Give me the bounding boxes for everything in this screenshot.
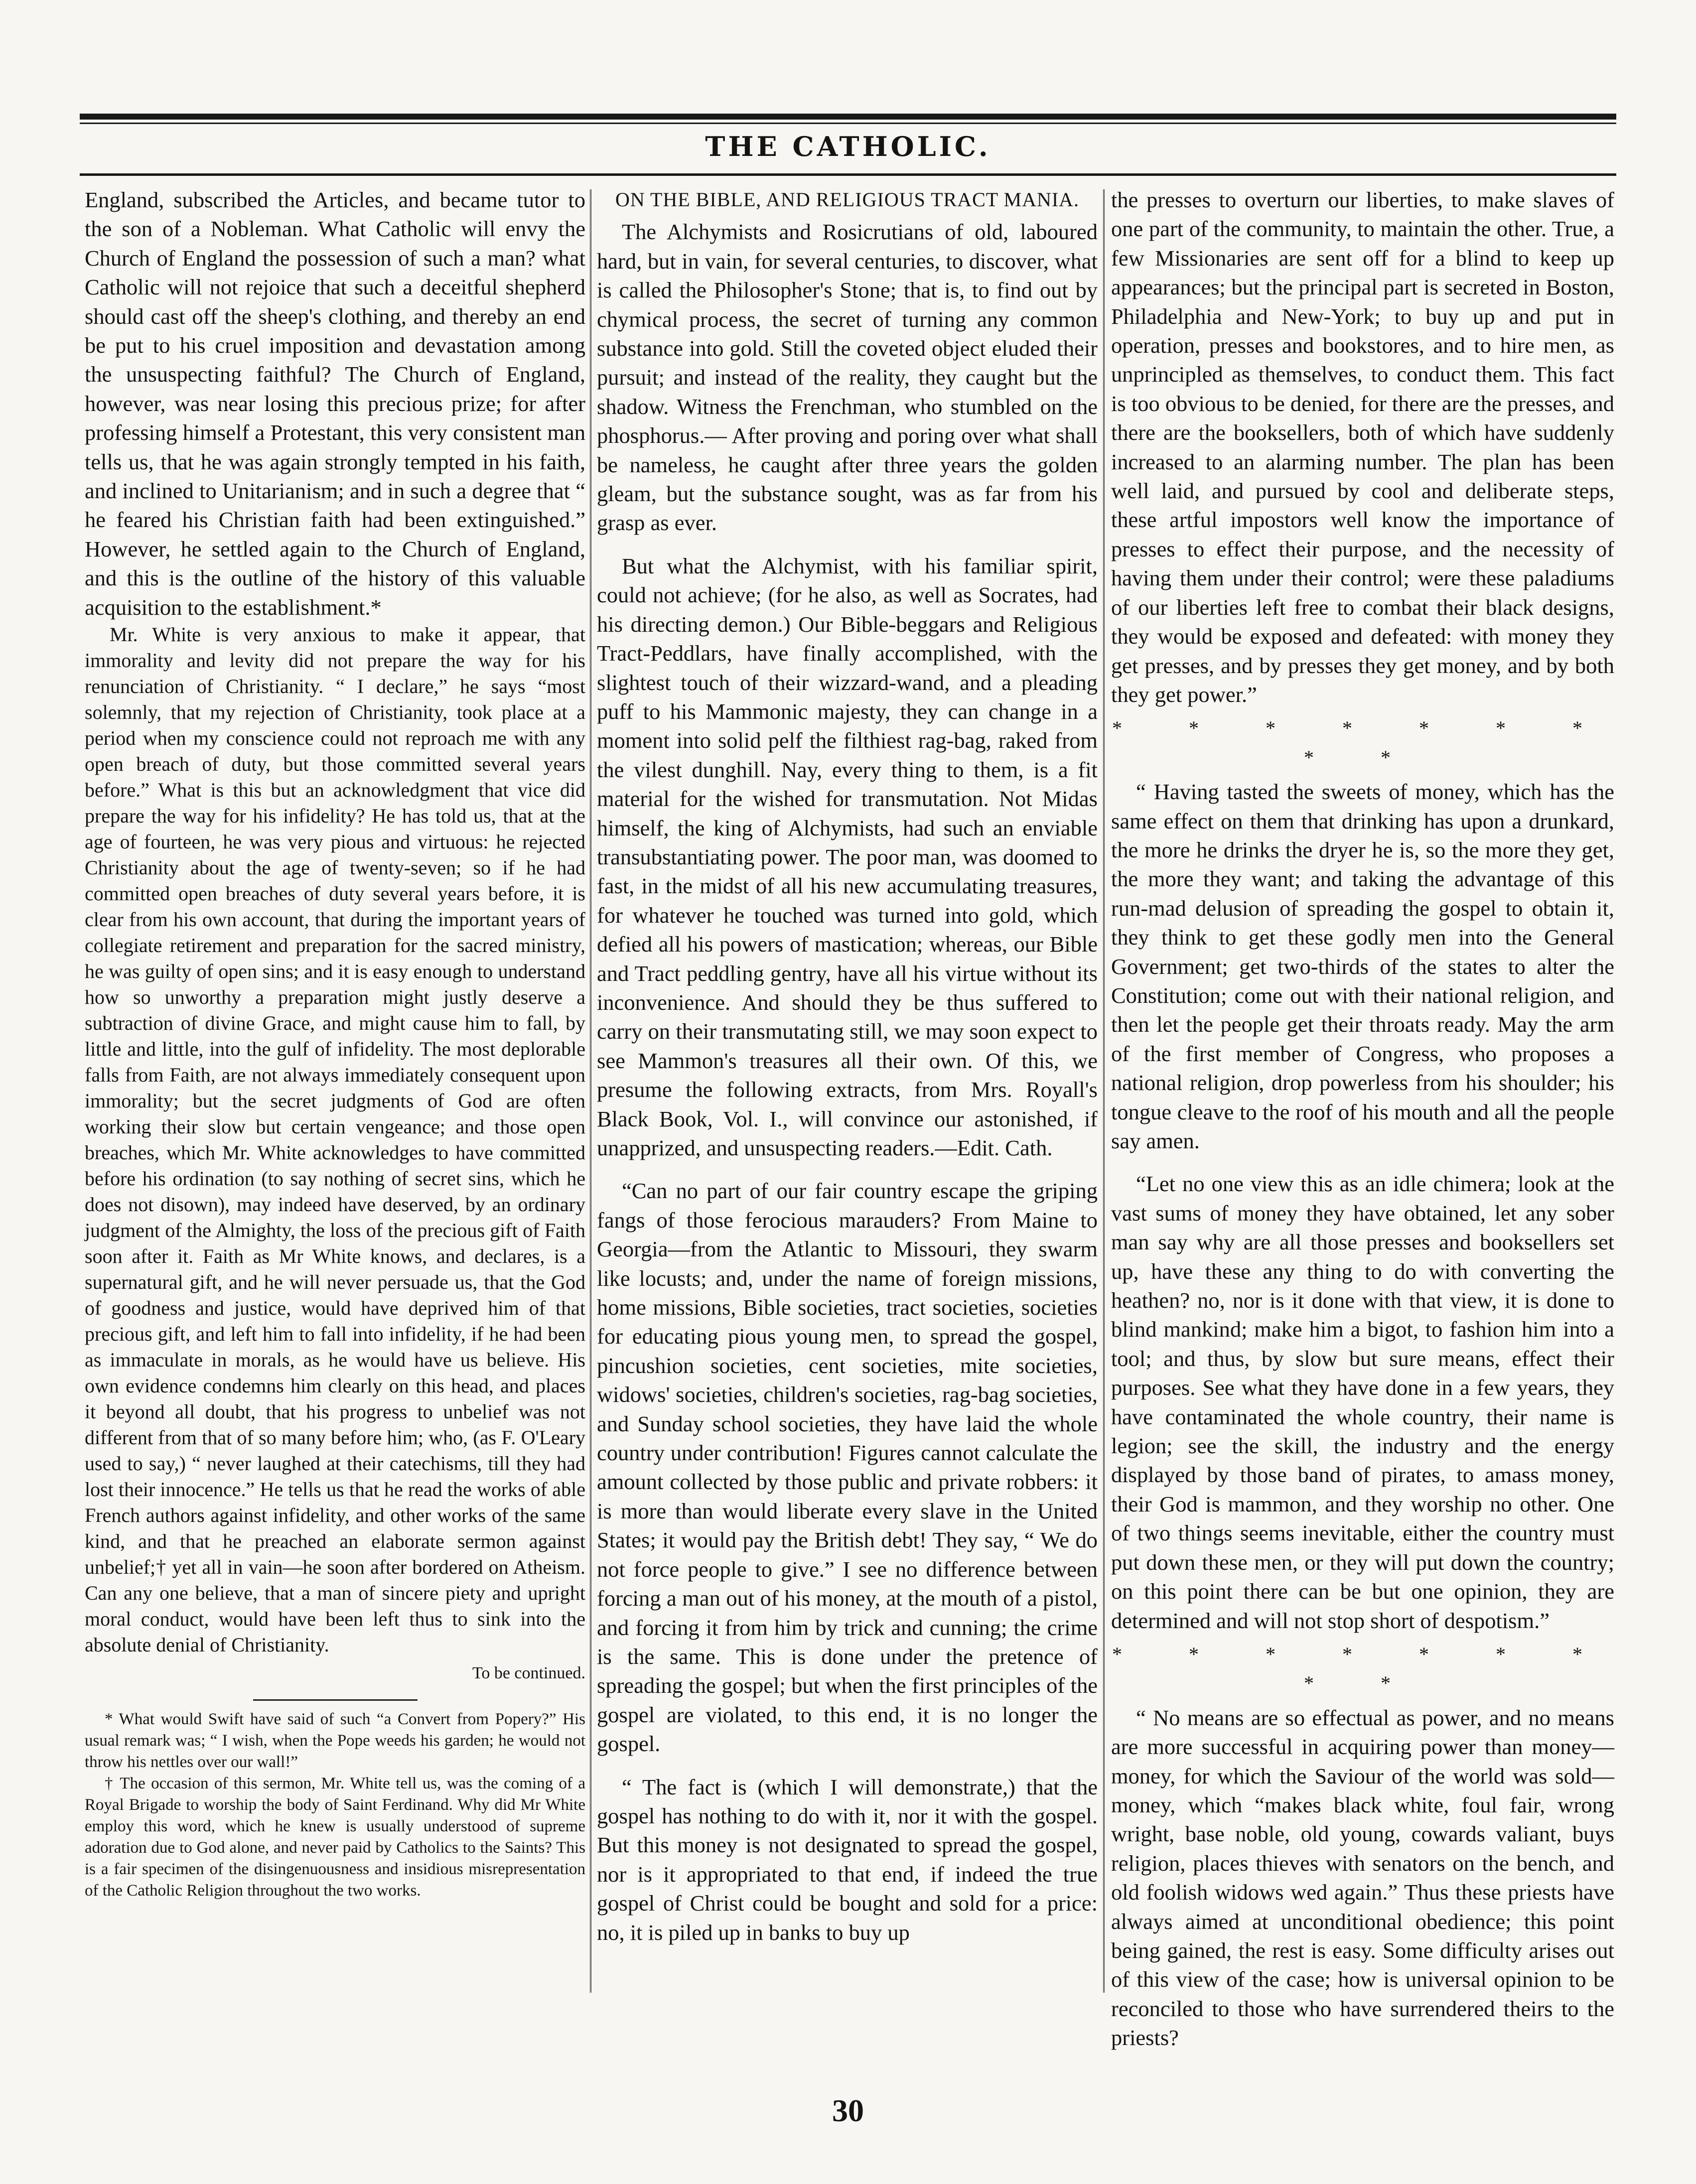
paragraph-gap [597,1162,1098,1176]
col3-paragraph-1: the presses to overturn our liberties, to make slaves of one part of the community, to maintain the other. True, a few Missionaries are sent off for a blind to keep up appearances; but the principal part is secreted in Boston, Philadelphia and New-York; to buy up and put in operation, presses and bookstores, and to hire men, as unprincipled as themselves, to conduct them. This fact is too obvious to be denied, for there are the presses, and there are the booksellers, both of which have suddenly increased to an alarming number. The plan has been well laid, and pursued by cool and deliberate steps, these artful impostors well know the importance of presses to effect their purpose, and the necessity of having them under their control; were these paladiums of our liberties left free to combat their black designs, they would be exposed and defeated: with money they get presses, and by presses they get money, and by both they get power.” [1111,187,1614,707]
col3-paragraph-4: “ No means are so effectual as power, and no means are more successful in acquiring power than money—money, for which the Saviour of the world was sold—money, which “makes black white, foul fair, wrong wright, base noble, old young, cowards valiant, buys religion, places thieves with senators on the bench, and old foolish widows wed again.” Thus these priests have always aimed at unconditional obedience; this point being gained, the rest is easy. Some difficulty arises out of this view of the case; how is universal opinion to be reconciled to those who have surrendered theirs to the priests? [1111,1705,1614,2050]
article-title: ON THE BIBLE, AND RELIGIOUS TRACT MANIA. [615,188,1080,211]
to-be-continued: To be continued. [472,1664,585,1683]
section-stars-2: * * * * * * * * * [1112,1642,1613,1695]
column-divider-1 [590,189,593,1993]
footnote-rule [253,1699,418,1701]
footnote-2: † The occasion of this sermon, Mr. White tell us, was the coming of a Royal Brigade to worship the body of Saint Ferdinand. Why did Mr White employ this word, which he knew is usually understood of supreme adoration due to God alone, and never paid by Catholics to the Saints? This is a fair specimen of the disingenuousness and insidious misrepresentation of the Catholic Religion throughout the two works. [85,1774,585,1900]
col2-paragraph-3: “Can no part of our fair country escape the griping fangs of those ferocious marauders? From Maine to Georgia—from the Atlantic to Missouri, they swarm like locusts; and, under the name of foreign missions, home missions, Bible societies, tract societies, societies for educating pious young men, to spread the gospel, pincushion societies, cent societies, mite societies, widows' societies, children's societies, rag-bag societies, and Sunday school societies, they have laid the whole country under contribution! Figures cannot calculate the amount collected by those public and private robbers: it is more than would liberate every slave in the United States; it would pay the British debt! They say, “ We do not force people to give.” I see no difference between forcing a man out of his money, at the mouth of a pistol, and forcing it from him by trick and cunning; the crime is the same. This is done under the pretence of spreading the gospel; but when the first principles of the gospel are violated, to this end, it is no longer the gospel. [597,1178,1098,1757]
paragraph-gap [597,538,1098,551]
col2-paragraph-1: The Alchymists and Rosicrutians of old, laboured hard, but in vain, for several centuries, to discover, what is called the Philosopher's Stone; that is, to find out by chymical process, the secret of turning any common substance into gold. Still the coveted object eluded their pursuit; and instead of the reality, they caught but the shadow. Witness the Frenchman, who stumbled on the phosphorus.— After proving and poring over what shall be nameless, he caught after three years the golden gleam, but the substance sought, was as far from his grasp as ever. [597,219,1098,536]
top-rule-thick [80,114,1616,120]
masthead-title: THE CATHOLIC. [705,131,991,162]
col1-paragraph-2: Mr. White is very anxious to make it appear, that immorality and levity did not prepare the way for his renunciation of Christianity. “ I declare,” he says “most solemnly, that my rejection of Christianity, took place at a period when my conscience could not reproach me with any open breach of duty, but those committed several years before.” What is this but an acknowledgment that vice did prepare the way for his infidelity? He has told us, that at the age of fourteen, he was very pious and virtuous: he rejected Christianity about the age of twenty-seven; so if he had committed open breaches of duty several years before, it is clear from his own account, that during the important years of collegiate retirement and preparation for the sacred ministry, he was guilty of open sins; and it is easy enough to understand how so unworthy a preparation might justly deserve a subtraction of divine Grace, and might cause him to fall, by little and little, into the gulf of infidelity. The most deplorable falls from Faith, are not always immediately consequent upon immorality; but the secret judgments of God are often working their slow but certain vengeance; and those open breaches, which Mr. White acknowledges to have committed before his ordination (to say nothing of secret sins, which he does not disown), may indeed have deserved, by an ordinary judgment of the Almighty, the loss of the precious gift of Faith soon after it. Faith as Mr White knows, and declares, is a supernatural gift, and he will never persuade us, that the God of goodness and justice, would have deprived him of that precious gift, and left him to fall into infidelity, if he had been as immaculate in morals, as he would have us believe. His own evidence condemns him clearly on this head, and places it beyond all doubt, that his progress to unbelief was not different from that of so many before him; who, (as F. O'Leary used to say,) “ never laughed at their catechisms, till they had lost their innocence.” He tells us that he read the works of able French authors against infidelity, and other works of the same kind, and that he preached an elaborate sermon against unbelief;† yet all in vain—he soon after bordered on Atheism. Can any one believe, that a man of sincere piety and upright moral conduct, would have been left thus to sink into the absolute denial of Christianity. [85,623,585,1656]
column-1 [85,185,585,1959]
paragraph-gap [1111,1155,1614,1169]
col2-paragraph-2: But what the Alchymist, with his familiar spirit, could not achieve; (for he also, as well as Socrates, had his directing demon.) Our Bible-beggars and Religious Tract-Peddlars, have finally accomplished, with the slightest touch of their wizzard-wand, and a pleading puff to his Mammonic majesty, they can change in a moment into solid pelf the filthiest rag-bag, raked from the vilest dunghill. Nay, every thing to them, is a fit material for the wished for transmutation. Not Midas himself, the king of Alchymists, had such an enviable transubstantiating power. The poor man, was doomed to fast, in the midst of all his new accumulating treasures, for whatever he touched was turned into gold, which defied all his powers of mastication; whereas, our Bible and Tract peddling gentry, have all his virtue without its inconvenience. And should they be thus suffered to carry on their transmutating still, we may soon expect to see Mammon's treasures all their own. Of this, we presume the following extracts, from Mrs. Royall's Black Book, Vol. I., will convince our astonished, if unapprized, and unsuspecting readers.—Edit. Cath. [597,553,1098,1160]
paragraph-gap [597,1759,1098,1773]
footnote-1: * What would Swift have said of such “a Convert from Popery?” His usual remark was; “ I wish, when the Pope weeds his garden; he would not throw his nettles over our wall!” [85,1710,585,1771]
column-divider-2 [1103,189,1106,1993]
header-rule [80,173,1616,176]
page-number: 30 [832,2093,864,2128]
column-3 [1111,185,1614,2050]
col3-paragraph-2: “ Having tasted the sweets of money, which has the same effect on them that drinking has upon a drunkard, the more he drinks the dryer he is, so the more they get, the more they want; and taking the advantage of this run-mad delusion of spreading the gospel to obtain it, they think to get these godly men into the General Government; get two-thirds of the states to alter the Constitution; come out with their national religion, and then let the people get their throats ready. May the arm of the first member of Congress, who proposes a national religion, drop powerless from his shoulder; his tongue cleave to the roof of his mouth and all the people say amen. [1111,779,1614,1153]
col3-paragraph-3: “Let no one view this as an idle chimera; look at the vast sums of money they have obtained, let any sober man say why are all those presses and booksellers set up, have these any thing to do with converting the heathen? no, nor is it done with that view, it is done to blind mankind; make him a bigot, to fashion him into a tool; and thus, by slow but sure means, effect their purposes. See what they have done in a few years, they have contaminated the whole country, their name is legion; see the skill, the industry and the energy displayed by those band of pirates, to amass money, their God is mammon, and they worship no other. One of two things seems inevitable, either the country must put down these men, or they will put down the country; on this point there can be but one opinion, they are determined and will not stop short of despotism.” [1111,1171,1614,1633]
section-stars-1: * * * * * * * * * [1112,717,1613,769]
col2-paragraph-4: “ The fact is (which I will demonstrate,) that the gospel has nothing to do with it, nor it with the gospel. But this money is not designated to spread the gospel, nor is it appropriated to that end, if indeed the true gospel of Christ could be bought and sold for a price: no, it is piled up in banks to buy up [597,1774,1098,1945]
top-rule-thin [80,123,1616,124]
col1-paragraph-1: England, subscribed the Articles, and became tutor to the son of a Nobleman. What Catholic will envy the Church of England the possession of such a man? what Catholic will not rejoice that such a deceitful shepherd should cast off the sheep's clothing, and thereby an end be put to his cruel imposition and devastation among the unsuspecting faithful? The Church of England, however, was near losing this precious prize; for after professing himself a Protestant, this very consistent man tells us, that he was again strongly tempted in his faith, and inclined to Unitarianism; and in such a degree that “ he feared his Christian faith had been extinguished.” However, he settled again to the Church of England, and this is the outline of the history of this valuable acquisition to the establishment.* [85,187,585,620]
column-2 [597,185,1098,1959]
